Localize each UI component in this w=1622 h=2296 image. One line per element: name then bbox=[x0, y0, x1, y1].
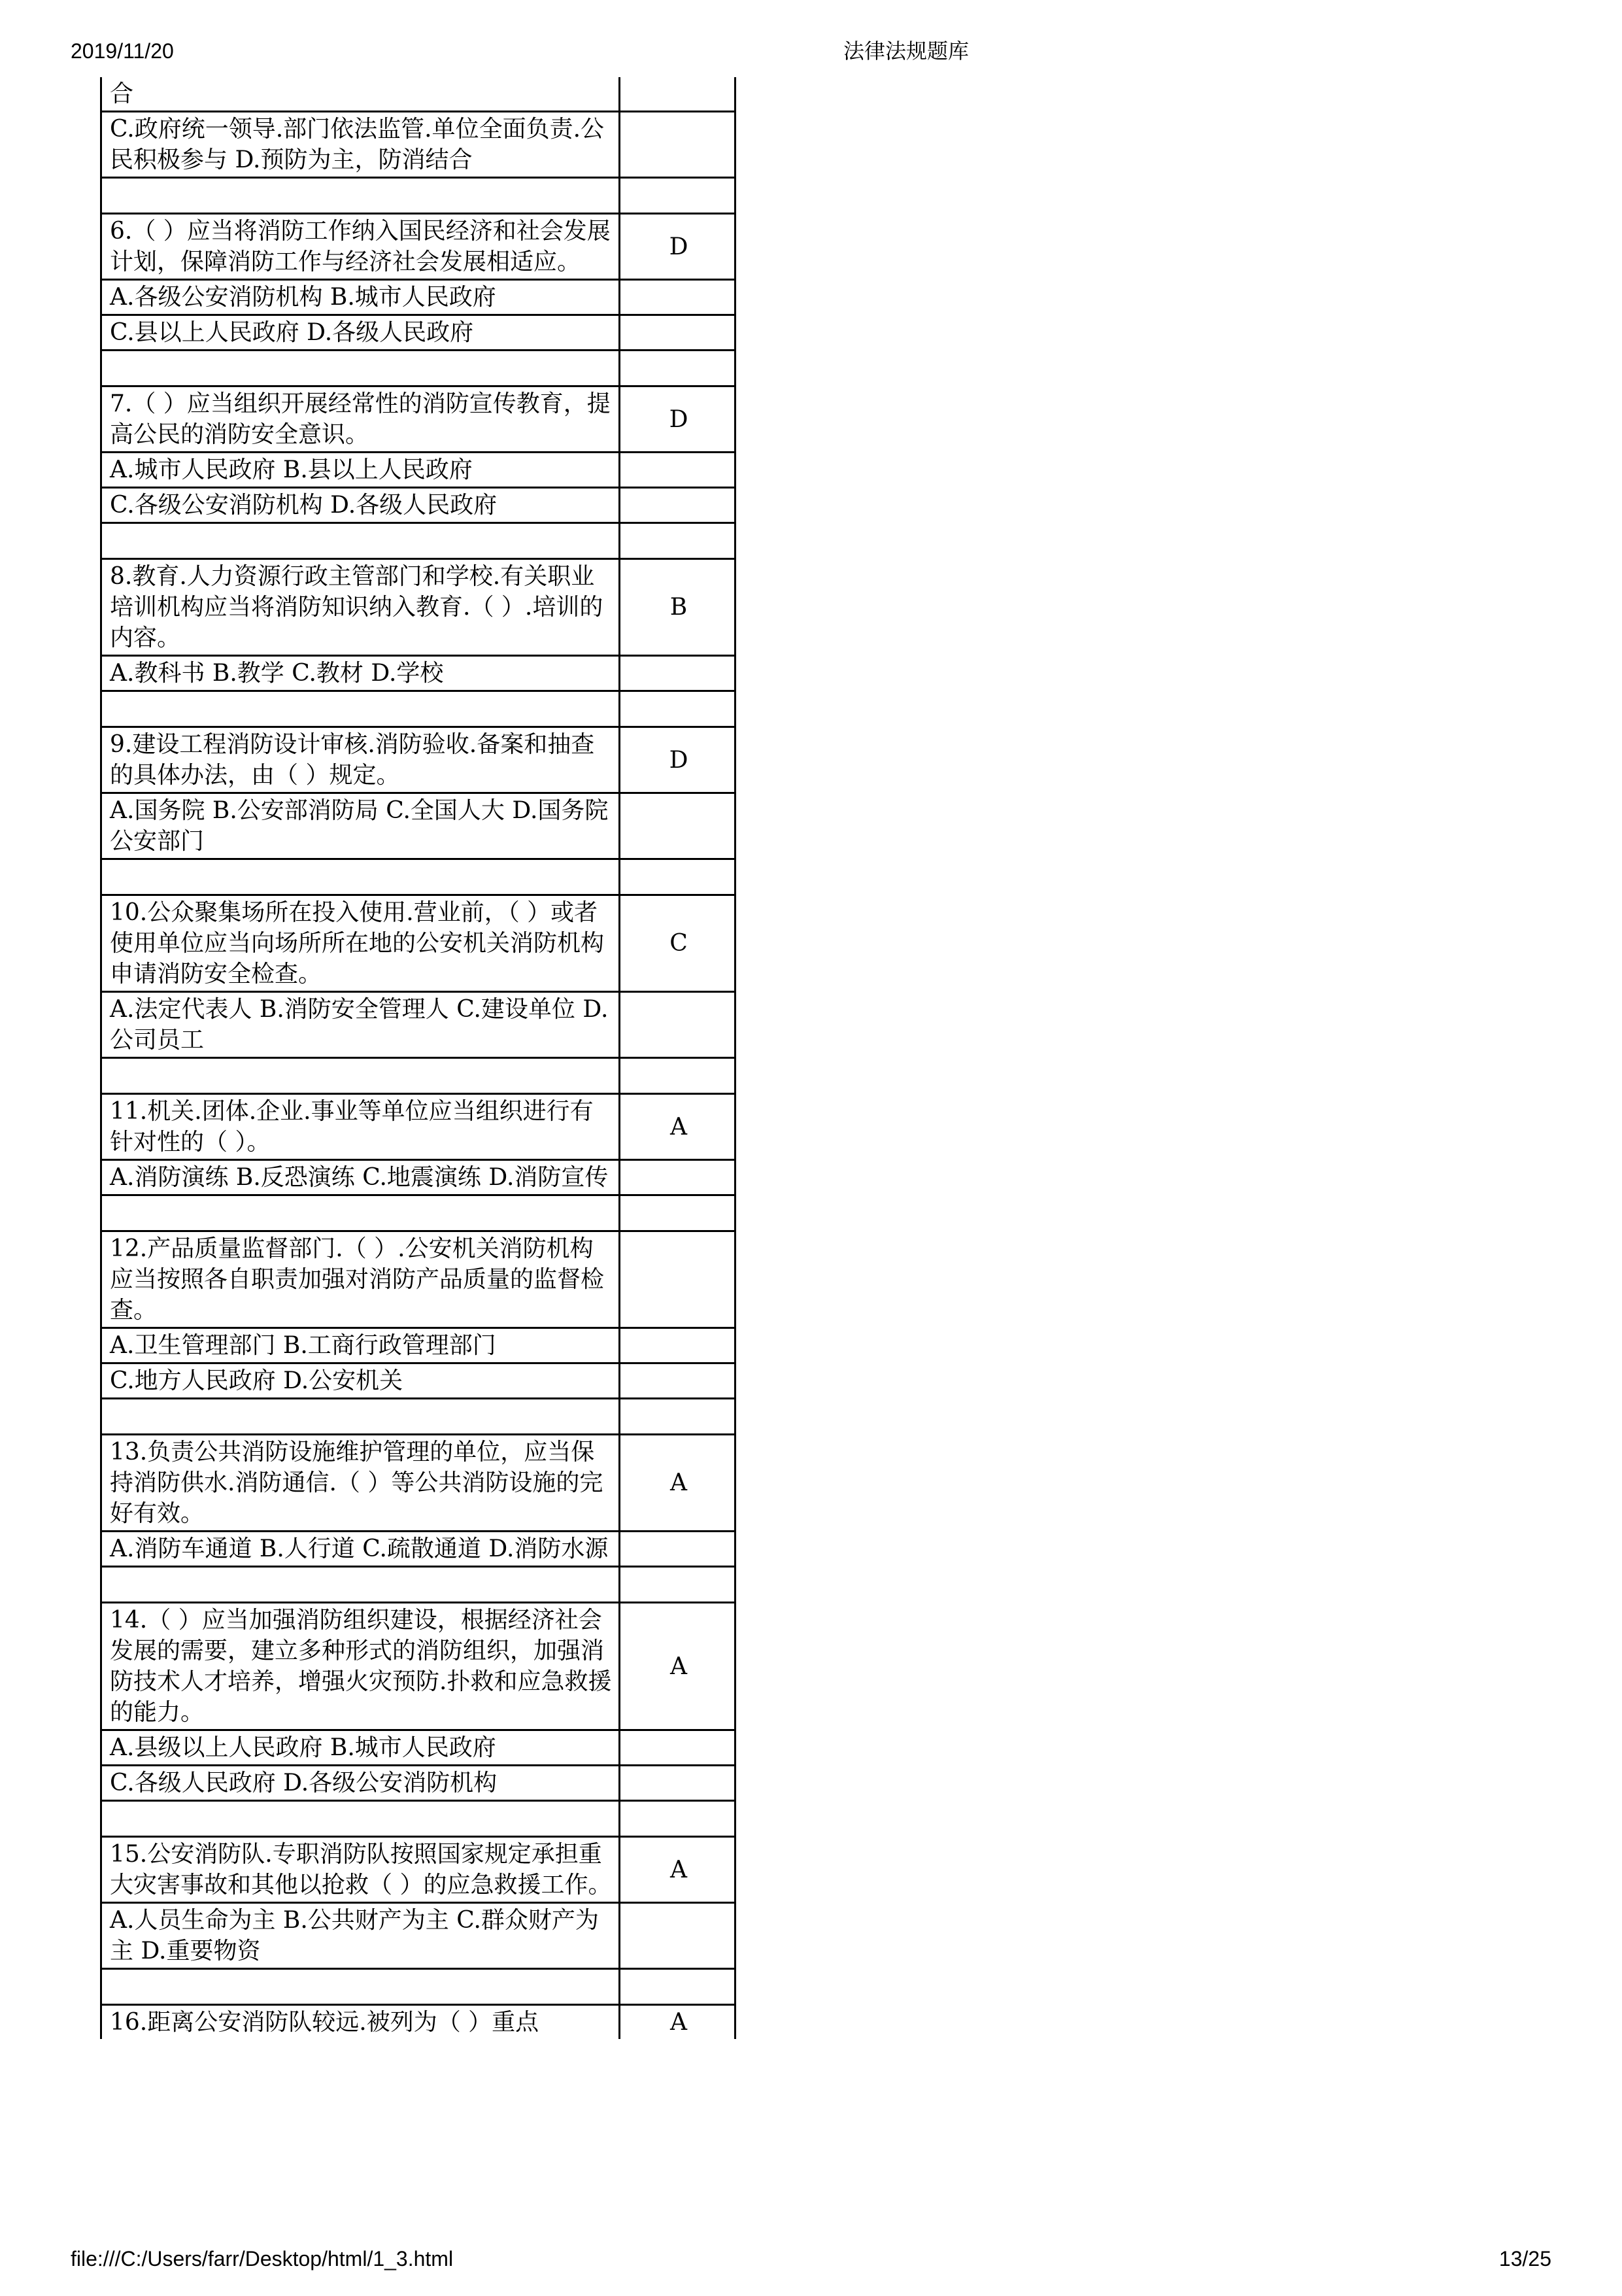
answer-cell bbox=[620, 1730, 735, 1766]
answer-cell: D bbox=[620, 727, 735, 793]
spacer-cell bbox=[101, 523, 620, 559]
options-text: A.各级公安消防机构 B.城市人民政府 bbox=[101, 280, 620, 315]
question-row bbox=[101, 214, 735, 280]
options-text: C.地方人民政府 D.公安机关 bbox=[101, 1363, 620, 1399]
spacer-cell bbox=[620, 351, 735, 386]
answer-cell bbox=[620, 280, 735, 315]
options-text: A.县级以上人民政府 B.城市人民政府 bbox=[101, 1730, 620, 1766]
answer-cell bbox=[620, 992, 735, 1058]
spacer-cell bbox=[101, 1969, 620, 2005]
spacer-row bbox=[101, 859, 735, 895]
question-text: 9.建设工程消防设计审核.消防验收.备案和抽查的具体办法，由（ ）规定。 bbox=[101, 727, 620, 793]
answer-cell: A bbox=[620, 2005, 735, 2040]
question-text: 11.机关.团体.企业.事业等单位应当组织进行有针对性的（ ）。 bbox=[101, 1094, 620, 1160]
spacer-cell bbox=[620, 1399, 735, 1435]
spacer-cell bbox=[101, 1195, 620, 1231]
spacer-row bbox=[101, 1969, 735, 2005]
question-text: 7.（ ）应当组织开展经常性的消防宣传教育，提高公民的消防安全意识。 bbox=[101, 386, 620, 453]
option-row bbox=[101, 992, 735, 1058]
page-title: 法律法规题库 bbox=[843, 39, 970, 63]
option-row bbox=[101, 1730, 735, 1766]
answer-cell: D bbox=[620, 214, 735, 280]
spacer-cell bbox=[620, 859, 735, 895]
question-text: 16.距离公安消防队较远.被列为（ ）重点 bbox=[101, 2005, 620, 2040]
question-row bbox=[101, 727, 735, 793]
answer-cell bbox=[620, 793, 735, 859]
answer-cell bbox=[620, 453, 735, 488]
option-row bbox=[101, 1160, 735, 1195]
page-number: 13/25 bbox=[1498, 2247, 1551, 2270]
spacer-cell bbox=[620, 1567, 735, 1603]
answer-cell bbox=[620, 1532, 735, 1567]
spacer-cell bbox=[620, 691, 735, 727]
answer-cell bbox=[620, 1328, 735, 1363]
question-row bbox=[101, 1435, 735, 1532]
spacer-row bbox=[101, 1801, 735, 1837]
option-row bbox=[101, 1328, 735, 1363]
spacer-cell bbox=[620, 1969, 735, 2005]
options-text: A.法定代表人 B.消防安全管理人 C.建设单位 D.公司员工 bbox=[101, 992, 620, 1058]
spacer-cell bbox=[101, 178, 620, 214]
question-row bbox=[101, 2005, 735, 2040]
answer-cell bbox=[620, 1363, 735, 1399]
question-row bbox=[101, 1231, 735, 1328]
answer-cell: D bbox=[620, 386, 735, 453]
answer-cell bbox=[620, 1231, 735, 1328]
options-text: A.消防车通道 B.人行道 C.疏散通道 D.消防水源 bbox=[101, 1532, 620, 1567]
file-path: file:///C:/Users/farr/Desktop/html/1_3.html bbox=[71, 2247, 454, 2270]
spacer-cell bbox=[101, 1058, 620, 1094]
spacer-row bbox=[101, 178, 735, 214]
answer-cell bbox=[620, 1766, 735, 1801]
option-row bbox=[101, 1903, 735, 1969]
spacer-cell bbox=[101, 351, 620, 386]
options-text: A.人员生命为主 B.公共财产为主 C.群众财产为主 D.重要物资 bbox=[101, 1903, 620, 1969]
spacer-row bbox=[101, 1058, 735, 1094]
spacer-cell bbox=[620, 1801, 735, 1837]
question-text: 13.负责公共消防设施维护管理的单位，应当保持消防供水.消防通信.（ ）等公共消防设施的完好有效。 bbox=[101, 1435, 620, 1532]
question-row bbox=[101, 1837, 735, 1903]
question-row bbox=[101, 1603, 735, 1730]
spacer-row bbox=[101, 1399, 735, 1435]
answer-cell: A bbox=[620, 1603, 735, 1730]
print-date: 2019/11/20 bbox=[71, 39, 174, 63]
option-row bbox=[101, 1532, 735, 1567]
answer-cell bbox=[620, 112, 735, 178]
option-row bbox=[101, 793, 735, 859]
question-table bbox=[100, 77, 736, 2039]
spacer-cell bbox=[620, 1195, 735, 1231]
spacer-cell bbox=[620, 178, 735, 214]
option-row bbox=[101, 112, 735, 178]
question-text: 6.（ ）应当将消防工作纳入国民经济和社会发展计划，保障消防工作与经济社会发展相适应。 bbox=[101, 214, 620, 280]
answer-cell: B bbox=[620, 559, 735, 656]
spacer-cell bbox=[101, 1399, 620, 1435]
option-row bbox=[101, 77, 735, 112]
answer-cell bbox=[620, 315, 735, 351]
answer-cell bbox=[620, 488, 735, 523]
question-row bbox=[101, 1094, 735, 1160]
spacer-row bbox=[101, 691, 735, 727]
spacer-cell bbox=[620, 523, 735, 559]
answer-cell: A bbox=[620, 1435, 735, 1532]
spacer-cell bbox=[101, 859, 620, 895]
question-text: 14.（ ）应当加强消防组织建设，根据经济社会发展的需要，建立多种形式的消防组织，加强消防技术人才培养，增强火灾预防.扑救和应急救援的能力。 bbox=[101, 1603, 620, 1730]
spacer-row bbox=[101, 1195, 735, 1231]
option-row bbox=[101, 656, 735, 691]
spacer-cell bbox=[101, 691, 620, 727]
answer-cell: A bbox=[620, 1837, 735, 1903]
options-text: C.各级人民政府 D.各级公安消防机构 bbox=[101, 1766, 620, 1801]
options-text: A.城市人民政府 B.县以上人民政府 bbox=[101, 453, 620, 488]
question-text: 8.教育.人力资源行政主管部门和学校.有关职业培训机构应当将消防知识纳入教育.（ ）.培训的内容。 bbox=[101, 559, 620, 656]
option-row bbox=[101, 1766, 735, 1801]
spacer-row bbox=[101, 1567, 735, 1603]
spacer-cell bbox=[620, 1058, 735, 1094]
spacer-cell bbox=[101, 1567, 620, 1603]
question-text: 15.公安消防队.专职消防队按照国家规定承担重大灾害事故和其他以抢救（ ）的应急救援工作。 bbox=[101, 1837, 620, 1903]
answer-cell bbox=[620, 1160, 735, 1195]
spacer-row bbox=[101, 351, 735, 386]
spacer-row bbox=[101, 523, 735, 559]
options-text: C.各级公安消防机构 D.各级人民政府 bbox=[101, 488, 620, 523]
question-row bbox=[101, 559, 735, 656]
option-row bbox=[101, 280, 735, 315]
options-text: A.消防演练 B.反恐演练 C.地震演练 D.消防宣传 bbox=[101, 1160, 620, 1195]
options-text: A.教科书 B.教学 C.教材 D.学校 bbox=[101, 656, 620, 691]
answer-cell bbox=[620, 656, 735, 691]
question-text: 12.产品质量监督部门.（ ）.公安机关消防机构应当按照各自职责加强对消防产品质量的监督检查。 bbox=[101, 1231, 620, 1328]
option-row bbox=[101, 315, 735, 351]
question-row bbox=[101, 386, 735, 453]
option-row bbox=[101, 488, 735, 523]
option-row bbox=[101, 1363, 735, 1399]
options-text: A.卫生管理部门 B.工商行政管理部门 bbox=[101, 1328, 620, 1363]
answer-cell: A bbox=[620, 1094, 735, 1160]
question-row bbox=[101, 895, 735, 992]
spacer-cell bbox=[101, 1801, 620, 1837]
question-text: 10.公众聚集场所在投入使用.营业前，（ ）或者使用单位应当向场所所在地的公安机关消防机构申请消防安全检查。 bbox=[101, 895, 620, 992]
answer-cell bbox=[620, 1903, 735, 1969]
option-row bbox=[101, 453, 735, 488]
answer-cell bbox=[620, 77, 735, 112]
options-text: C.县以上人民政府 D.各级人民政府 bbox=[101, 315, 620, 351]
options-text: C.政府统一领导.部门依法监管.单位全面负责.公民积极参与 D.预防为主，防消结合 bbox=[101, 112, 620, 178]
options-text: 合 bbox=[101, 77, 620, 112]
options-text: A.国务院 B.公安部消防局 C.全国人大 D.国务院公安部门 bbox=[101, 793, 620, 859]
answer-cell: C bbox=[620, 895, 735, 992]
